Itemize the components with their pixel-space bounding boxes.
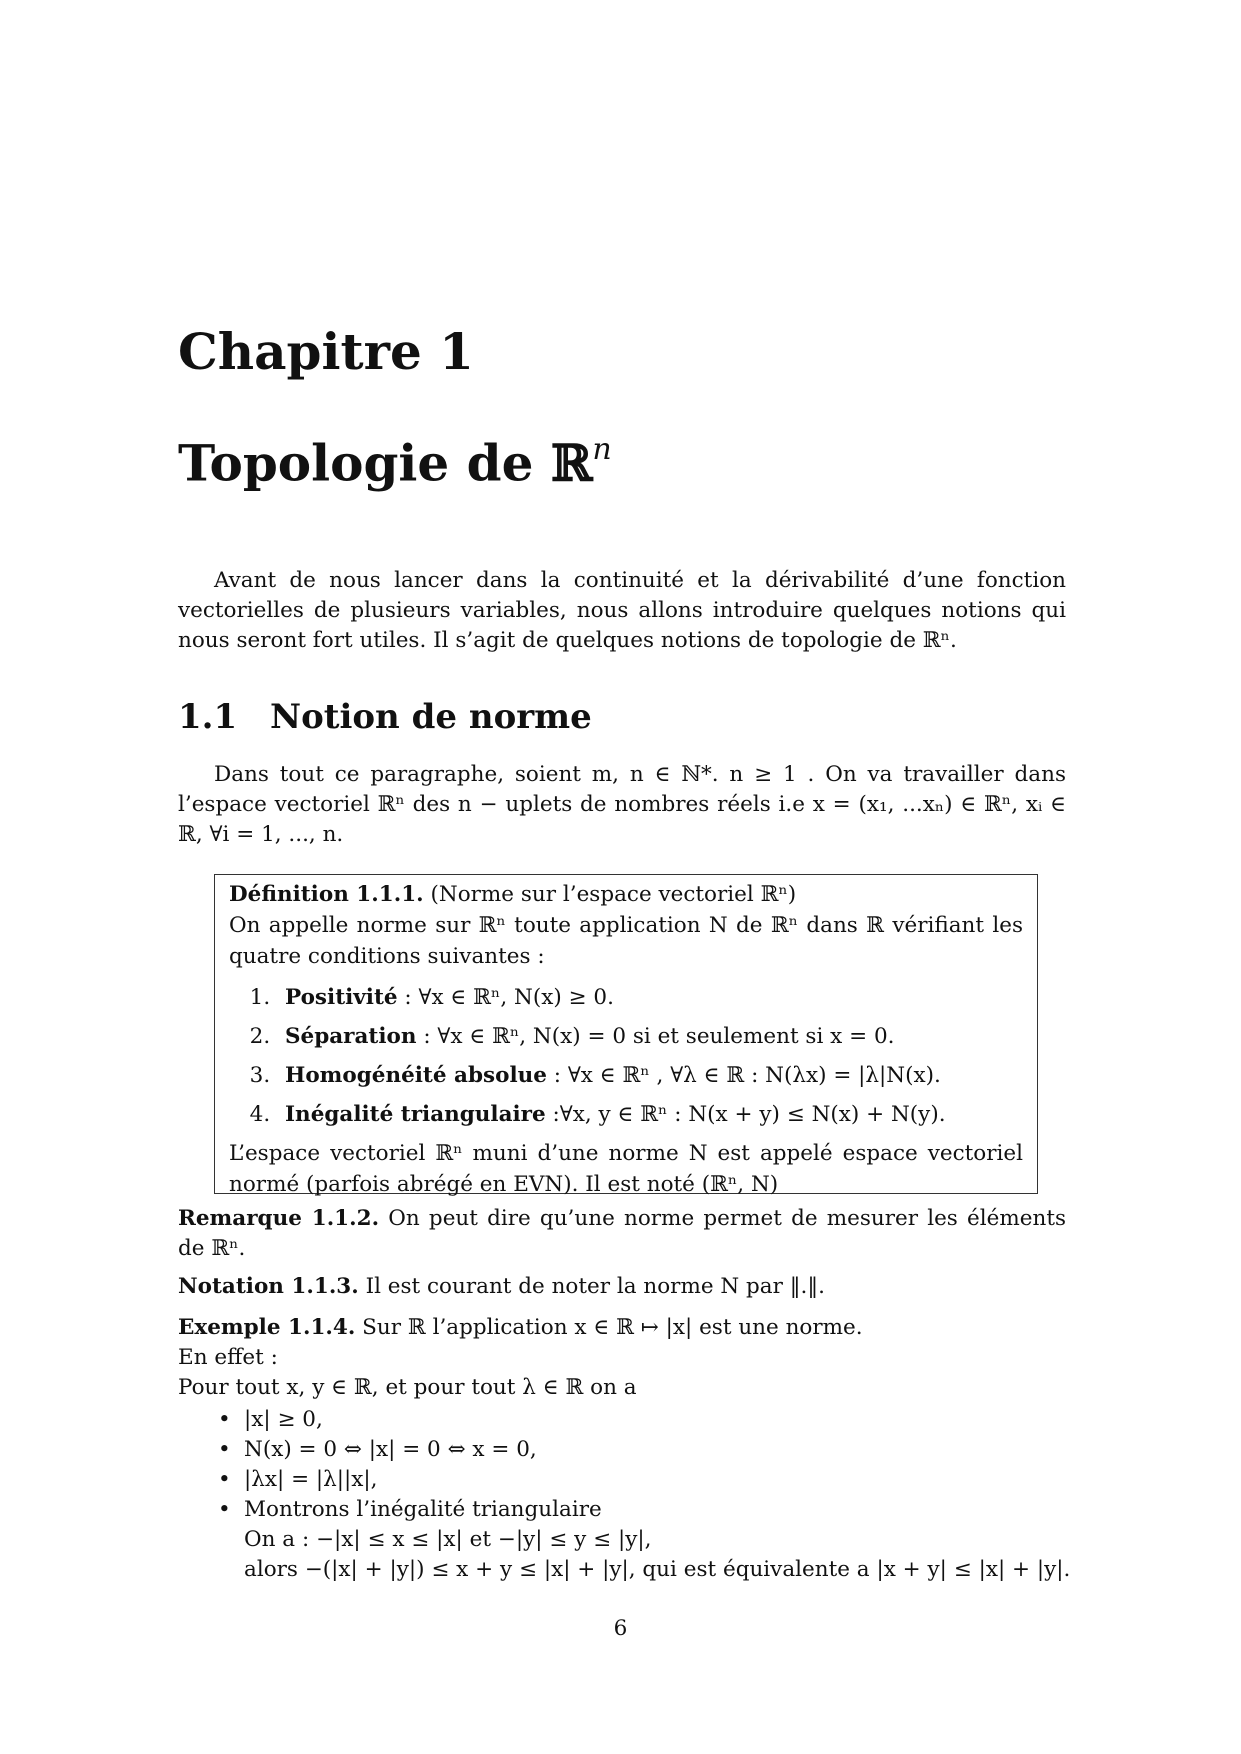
chapter-label: Chapitre 1 <box>178 322 474 381</box>
remark-label: Remarque 1.1.2. <box>178 1206 380 1231</box>
chapter-title-text: Topologie de ℝ <box>178 433 593 493</box>
example-line: Pour tout x, y ∈ ℝ, et pour tout λ ∈ ℝ on a <box>178 1375 637 1400</box>
condition-name: Séparation <box>285 1024 417 1049</box>
notation-block <box>178 1272 1066 1302</box>
bullet-item <box>218 1405 1078 1435</box>
bullet-dot: • <box>218 1497 231 1522</box>
condition-item <box>277 978 1023 1017</box>
example-block <box>178 1313 1066 1403</box>
section-title: Notion de norme <box>270 697 592 737</box>
intro-paragraph: Avant de nous lancer dans la continuité et la dérivabilité d’une fonction vectorielles de plusieurs variables, nous allons introduire quelques notions qui nous seront fort utiles. Il s’agit de quelques notions de topologie de ℝⁿ. <box>178 568 1066 653</box>
bullet-dot: • <box>218 1437 231 1462</box>
bullet-text: N(x) = 0 ⇔ |x| = 0 ⇔ x = 0, <box>244 1437 537 1462</box>
notation-text: Il est courant de noter la norme N par ‖.‖. <box>358 1274 825 1299</box>
example-bullet-list <box>218 1405 1078 1585</box>
proof-line: On a : −|x| ≤ x ≤ |x| et −|y| ≤ y ≤ |y|, <box>244 1527 652 1552</box>
condition-name: Inégalité triangulaire <box>285 1102 546 1127</box>
notation-label: Notation 1.1.3. <box>178 1274 359 1299</box>
bullet-dot: • <box>218 1467 231 1492</box>
example-label: Exemple 1.1.4. <box>178 1315 356 1340</box>
remark-text: On peut dire qu’une norme permet de mesurer les éléments de ℝⁿ. <box>178 1206 1066 1261</box>
example-text: Sur ℝ l’application x ∈ ℝ ↦ |x| est une norme. <box>355 1315 863 1340</box>
section-paragraph: Dans tout ce paragraphe, soient m, n ∈ ℕ*. n ≥ 1 . On va travailler dans l’espace vectoriel ℝⁿ des n − uplets de nombres réels i.e x = (x₁, ...xₙ) ∈ ℝⁿ, xᵢ ∈ ℝ, ∀i = 1, ..., n. <box>178 762 1066 847</box>
bullet-item <box>218 1435 1078 1465</box>
page-number: 6 <box>613 1616 628 1641</box>
definition-header <box>229 879 1023 910</box>
example-header <box>178 1313 1066 1343</box>
section-heading <box>178 695 592 739</box>
remark-block <box>178 1204 1066 1264</box>
condition-text: : ∀x ∈ ℝⁿ, N(x) ≥ 0. <box>397 985 614 1010</box>
condition-text: :∀x, y ∈ ℝⁿ : N(x + y) ≤ N(x) + N(y). <box>545 1102 946 1127</box>
definition-conclusion: L’espace vectoriel ℝⁿ muni d’une norme N est appelé espace vectoriel normé (parfois abrégé en EVN). Il est noté (ℝⁿ, N) <box>229 1141 1023 1197</box>
condition-item <box>277 1095 1023 1134</box>
condition-text: : ∀x ∈ ℝⁿ , ∀λ ∈ ℝ : N(λx) = |λ|N(x). <box>546 1063 941 1088</box>
proof-line: alors −(|x| + |y|) ≤ x + y ≤ |x| + |y|, qui est équivalente a |x + y| ≤ |x| + |y|. <box>244 1557 1071 1582</box>
chapter-title-exponent: n <box>592 432 612 467</box>
condition-text: : ∀x ∈ ℝⁿ, N(x) = 0 si et seulement si x = 0. <box>416 1024 895 1049</box>
bullet-item <box>218 1465 1078 1495</box>
condition-item <box>277 1056 1023 1095</box>
definition-intro: On appelle norme sur ℝⁿ toute application N de ℝⁿ dans ℝ vérifiant les quatre conditions suivantes : <box>229 913 1023 969</box>
condition-item <box>277 1017 1023 1056</box>
bullet-text: |λx| = |λ||x|, <box>244 1467 378 1492</box>
chapter-title <box>178 424 612 494</box>
definition-label: Définition 1.1.1. <box>229 882 424 907</box>
condition-name: Positivité <box>285 985 398 1010</box>
bullet-item <box>218 1495 1078 1525</box>
definition-box <box>214 874 1038 1197</box>
bullet-text: Montrons l’inégalité triangulaire <box>244 1497 602 1522</box>
section-number: 1.1 <box>178 697 238 737</box>
definition-subtitle: (Norme sur l’espace vectoriel ℝⁿ) <box>430 882 797 907</box>
condition-name: Homogénéité absolue <box>285 1063 547 1088</box>
definition-conditions <box>229 978 1023 1134</box>
example-line: En effet : <box>178 1345 278 1370</box>
bullet-dot: • <box>218 1407 231 1432</box>
bullet-text: |x| ≥ 0, <box>244 1407 323 1432</box>
